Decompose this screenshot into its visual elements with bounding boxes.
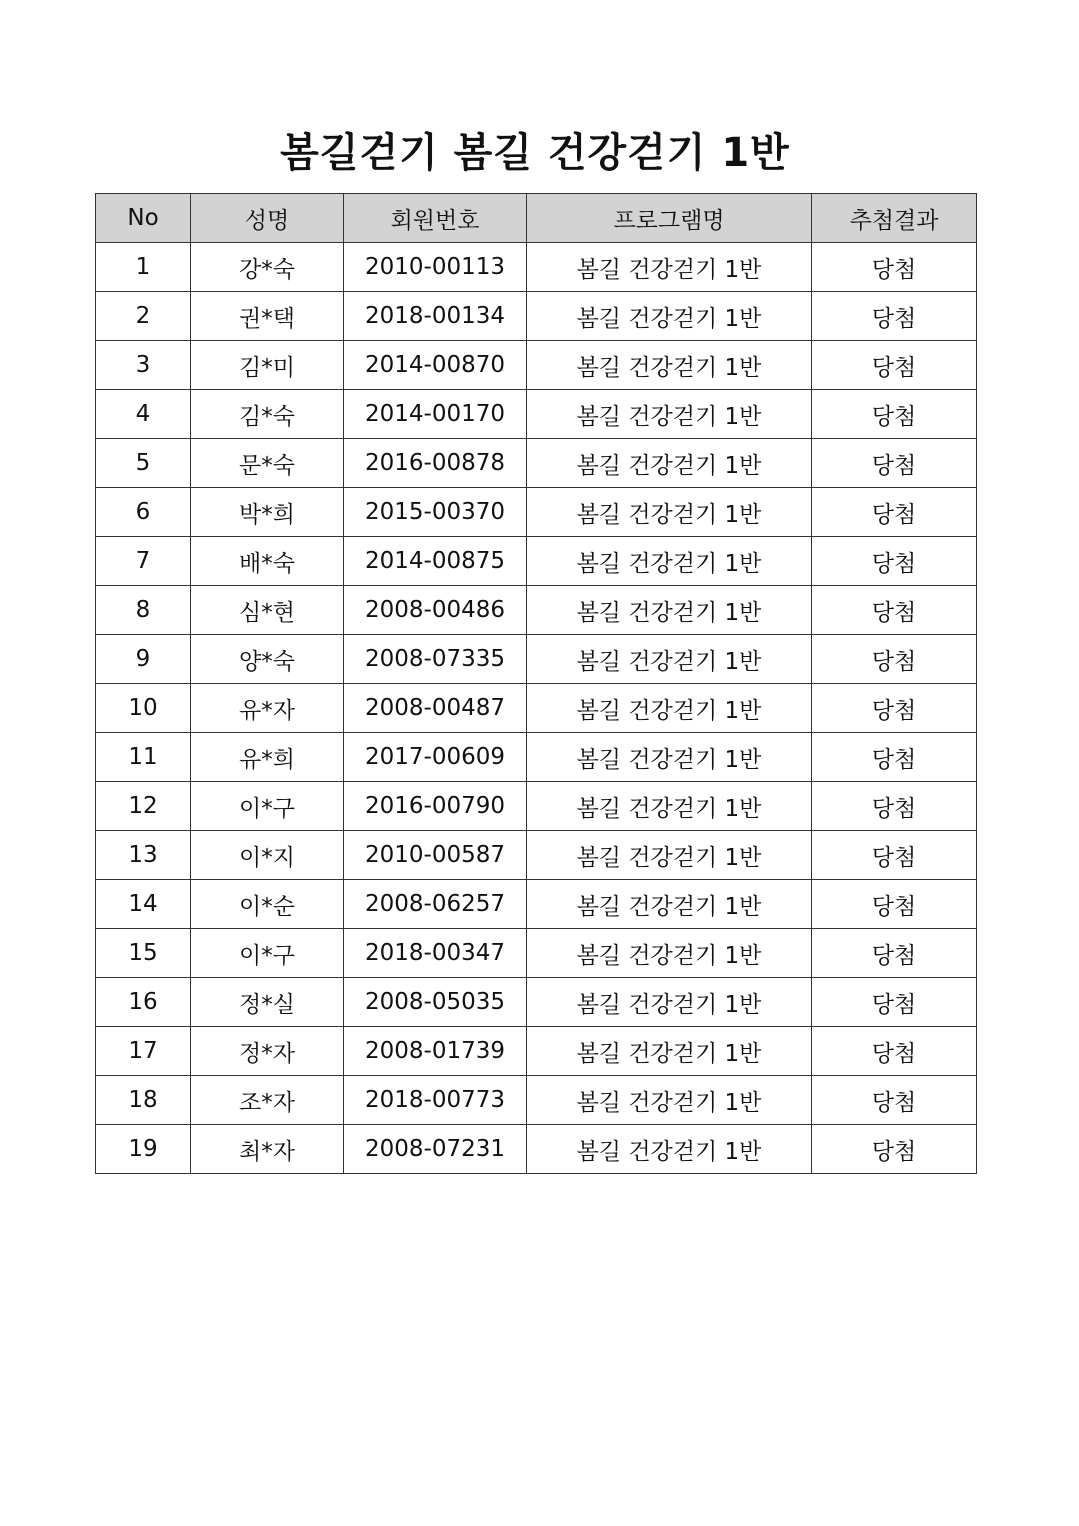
header-lottery-result: 추첨결과 [812,194,977,243]
cell-program-name: 봄길 건강걷기 1반 [527,635,812,684]
cell-lottery-result: 당첨 [812,586,977,635]
header-name: 성명 [191,194,344,243]
table-row [96,586,977,635]
cell-program-name: 봄길 건강걷기 1반 [527,1076,812,1125]
cell-no: 15 [96,929,191,978]
cell-member-id: 2015-00370 [344,488,527,537]
cell-member-id: 2018-00134 [344,292,527,341]
cell-name: 권*택 [191,292,344,341]
cell-program-name: 봄길 건강걷기 1반 [527,586,812,635]
table-row [96,880,977,929]
cell-name: 김*숙 [191,390,344,439]
table-row [96,635,977,684]
cell-lottery-result: 당첨 [812,390,977,439]
cell-member-id: 2008-06257 [344,880,527,929]
cell-member-id: 2008-00487 [344,684,527,733]
cell-lottery-result: 당첨 [812,880,977,929]
cell-no: 17 [96,1027,191,1076]
cell-program-name: 봄길 건강걷기 1반 [527,880,812,929]
cell-name: 최*자 [191,1125,344,1174]
cell-program-name: 봄길 건강걷기 1반 [527,488,812,537]
cell-program-name: 봄길 건강걷기 1반 [527,929,812,978]
table-row [96,831,977,880]
cell-member-id: 2008-00486 [344,586,527,635]
table-row [96,390,977,439]
table-row [96,341,977,390]
cell-lottery-result: 당첨 [812,831,977,880]
cell-name: 양*숙 [191,635,344,684]
header-program-name: 프로그램명 [527,194,812,243]
cell-name: 박*희 [191,488,344,537]
cell-member-id: 2014-00870 [344,341,527,390]
cell-no: 5 [96,439,191,488]
cell-program-name: 봄길 건강걷기 1반 [527,439,812,488]
header-member-id: 회원번호 [344,194,527,243]
cell-name: 유*희 [191,733,344,782]
document-title: 봄길걷기 봄길 건강걷기 1반 [280,129,790,176]
cell-name: 정*실 [191,978,344,1027]
cell-name: 이*순 [191,880,344,929]
cell-member-id: 2010-00587 [344,831,527,880]
cell-member-id: 2008-07231 [344,1125,527,1174]
cell-lottery-result: 당첨 [812,1125,977,1174]
cell-member-id: 2008-07335 [344,635,527,684]
cell-member-id: 2016-00790 [344,782,527,831]
cell-lottery-result: 당첨 [812,635,977,684]
cell-lottery-result: 당첨 [812,733,977,782]
cell-name: 강*숙 [191,243,344,292]
cell-name: 정*자 [191,1027,344,1076]
cell-member-id: 2008-05035 [344,978,527,1027]
cell-no: 8 [96,586,191,635]
cell-no: 2 [96,292,191,341]
table-row [96,929,977,978]
table-row [96,1125,977,1174]
table-row [96,1027,977,1076]
table-row [96,292,977,341]
table-row [96,978,977,1027]
cell-lottery-result: 당첨 [812,488,977,537]
table-body [96,243,977,1174]
cell-name: 문*숙 [191,439,344,488]
cell-lottery-result: 당첨 [812,341,977,390]
lottery-results-table [95,193,977,1174]
table-row [96,537,977,586]
cell-lottery-result: 당첨 [812,684,977,733]
cell-no: 4 [96,390,191,439]
cell-name: 심*현 [191,586,344,635]
cell-program-name: 봄길 건강걷기 1반 [527,684,812,733]
cell-lottery-result: 당첨 [812,537,977,586]
cell-member-id: 2008-01739 [344,1027,527,1076]
table-row [96,1076,977,1125]
cell-program-name: 봄길 건강걷기 1반 [527,243,812,292]
cell-program-name: 봄길 건강걷기 1반 [527,390,812,439]
cell-lottery-result: 당첨 [812,929,977,978]
cell-program-name: 봄길 건강걷기 1반 [527,831,812,880]
cell-no: 11 [96,733,191,782]
cell-member-id: 2010-00113 [344,243,527,292]
cell-lottery-result: 당첨 [812,292,977,341]
cell-program-name: 봄길 건강걷기 1반 [527,537,812,586]
cell-no: 14 [96,880,191,929]
cell-name: 이*구 [191,929,344,978]
cell-no: 6 [96,488,191,537]
cell-member-id: 2014-00875 [344,537,527,586]
cell-name: 조*자 [191,1076,344,1125]
cell-no: 7 [96,537,191,586]
cell-no: 3 [96,341,191,390]
cell-member-id: 2014-00170 [344,390,527,439]
cell-name: 이*구 [191,782,344,831]
cell-lottery-result: 당첨 [812,1027,977,1076]
cell-program-name: 봄길 건강걷기 1반 [527,978,812,1027]
cell-name: 배*숙 [191,537,344,586]
cell-no: 10 [96,684,191,733]
cell-member-id: 2016-00878 [344,439,527,488]
cell-no: 1 [96,243,191,292]
table-row [96,684,977,733]
cell-member-id: 2018-00773 [344,1076,527,1125]
header-no: No [96,194,191,243]
table-row [96,488,977,537]
table-header [96,194,977,243]
cell-lottery-result: 당첨 [812,243,977,292]
table-row [96,243,977,292]
cell-program-name: 봄길 건강걷기 1반 [527,341,812,390]
table-row [96,782,977,831]
cell-no: 16 [96,978,191,1027]
cell-lottery-result: 당첨 [812,1076,977,1125]
cell-no: 19 [96,1125,191,1174]
cell-no: 12 [96,782,191,831]
cell-lottery-result: 당첨 [812,978,977,1027]
cell-no: 13 [96,831,191,880]
cell-program-name: 봄길 건강걷기 1반 [527,1027,812,1076]
cell-program-name: 봄길 건강걷기 1반 [527,782,812,831]
cell-lottery-result: 당첨 [812,782,977,831]
cell-name: 이*지 [191,831,344,880]
table-row [96,439,977,488]
cell-name: 유*자 [191,684,344,733]
cell-no: 9 [96,635,191,684]
cell-member-id: 2018-00347 [344,929,527,978]
cell-program-name: 봄길 건강걷기 1반 [527,1125,812,1174]
cell-name: 김*미 [191,341,344,390]
cell-lottery-result: 당첨 [812,439,977,488]
cell-program-name: 봄길 건강걷기 1반 [527,733,812,782]
table-header-row [96,194,977,243]
cell-member-id: 2017-00609 [344,733,527,782]
table-row [96,733,977,782]
cell-no: 18 [96,1076,191,1125]
cell-program-name: 봄길 건강걷기 1반 [527,292,812,341]
